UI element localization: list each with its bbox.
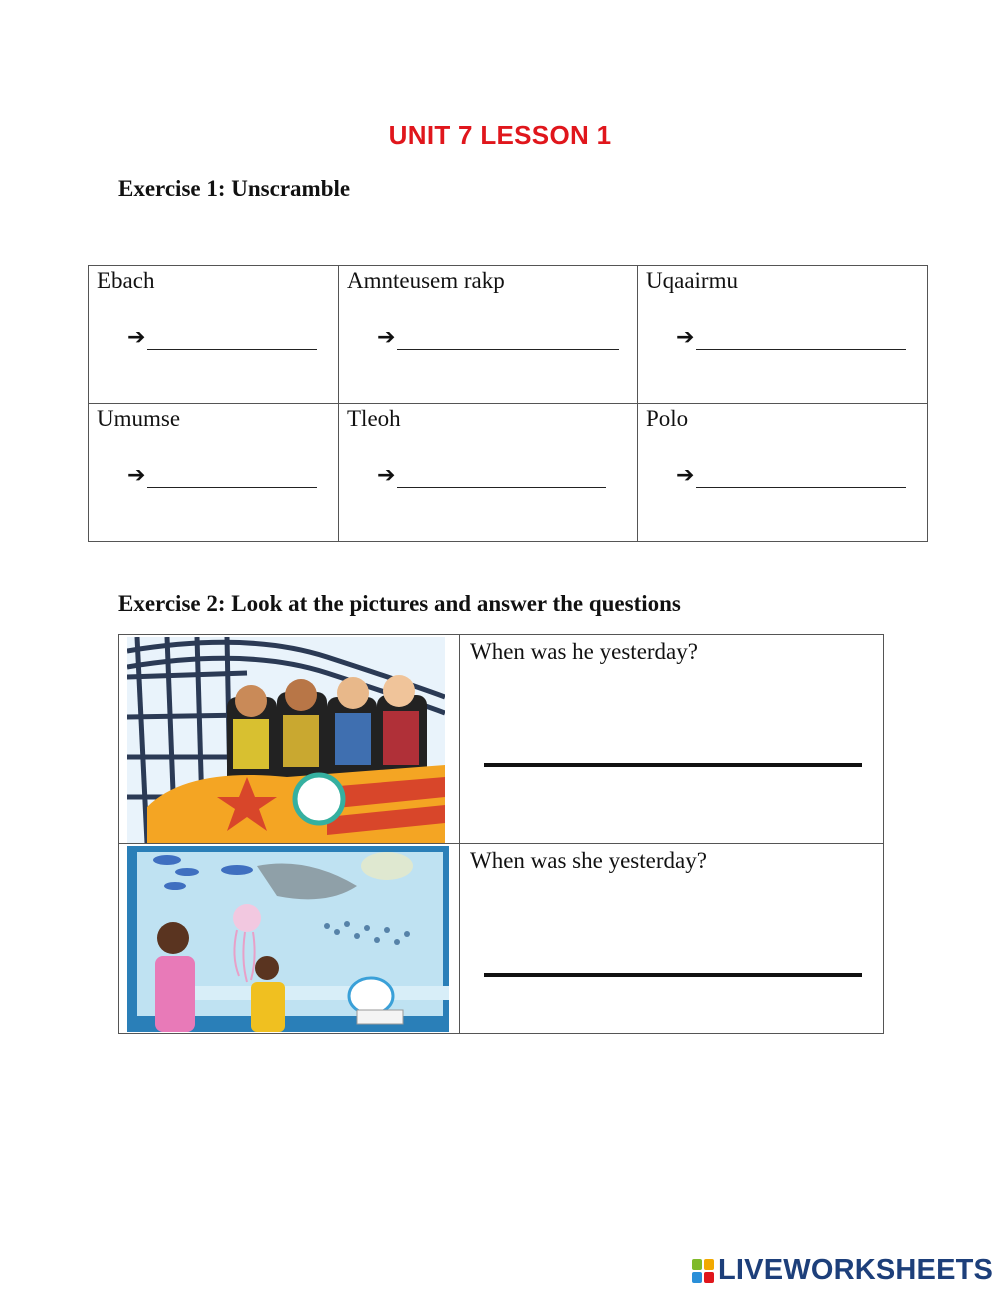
question-text: When was he yesterday? [470,639,698,664]
unscramble-cell [89,404,339,542]
scrambled-word: Umumse [97,406,181,431]
scrambled-word: Amnteusem rakp [347,268,505,293]
liveworksheets-logo [692,1254,993,1287]
scrambled-word: Ebach [97,268,155,293]
aquarium-picture [127,846,449,1032]
arrow-right-icon: ➔ [127,325,146,350]
unscramble-table [88,265,928,542]
arrow-right-icon: ➔ [377,325,396,350]
answer-line[interactable] [484,763,862,767]
answer-blank[interactable] [696,327,906,350]
exercise-1-heading: Exercise 1: Unscramble [118,176,351,201]
answer-blank[interactable] [696,465,906,488]
scrambled-word: Tleoh [347,406,401,431]
answer-blank[interactable] [147,327,317,350]
logo-text: LIVEWORKSHEETS [718,1254,994,1286]
question-text: When was she yesterday? [470,848,707,873]
picture-cell [119,844,460,1034]
exercise-2-heading: Exercise 2: Look at the pictures and answer the questions [118,591,681,616]
picture-questions-table [118,634,884,1034]
question-cell [460,635,884,844]
scrambled-word: Uqaairmu [646,268,738,293]
arrow-right-icon: ➔ [676,325,695,350]
question-cell [460,844,884,1034]
answer-blank[interactable] [397,465,606,488]
unscramble-cell [339,266,638,404]
scrambled-word: Polo [646,406,689,431]
answer-line[interactable] [484,973,862,977]
picture-cell [119,635,460,844]
worksheet-title: UNIT 7 LESSON 1 [388,120,612,150]
unscramble-cell [89,266,339,404]
logo-mark-icon [692,1259,714,1283]
answer-blank[interactable] [397,327,619,350]
arrow-right-icon: ➔ [676,463,695,488]
arrow-right-icon: ➔ [377,463,396,488]
unscramble-cell [638,266,928,404]
answer-blank[interactable] [147,465,317,488]
roller-coaster-picture [127,637,445,843]
arrow-right-icon: ➔ [127,463,146,488]
unscramble-cell [638,404,928,542]
unscramble-cell [339,404,638,542]
